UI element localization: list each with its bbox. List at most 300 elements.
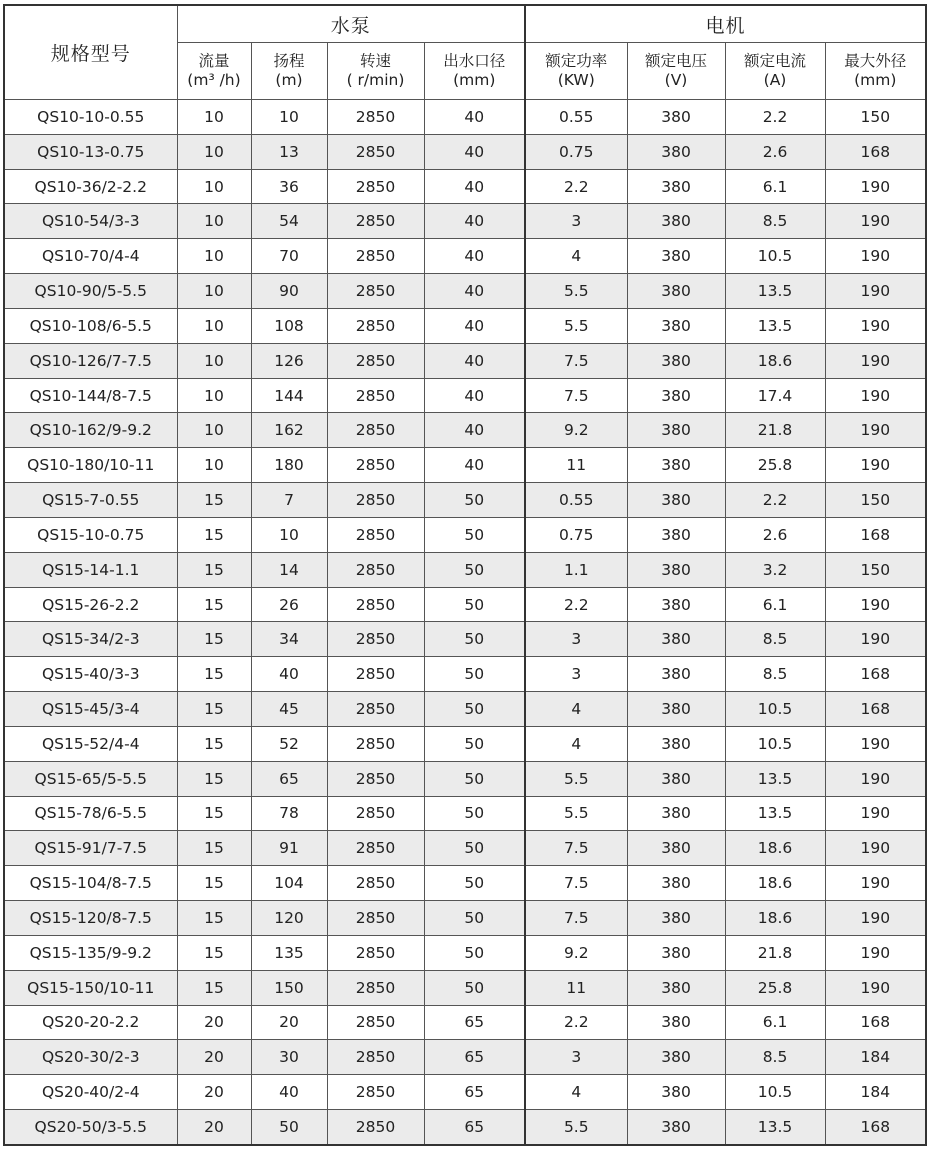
value-cell: 2.2 <box>525 587 627 622</box>
value-cell: 2850 <box>327 622 424 657</box>
model-cell: QS10-180/10-11 <box>4 448 177 483</box>
column-header-unit: (mm) <box>854 71 897 89</box>
table-row <box>4 134 926 169</box>
value-cell: 6.1 <box>725 1005 825 1040</box>
value-cell: 150 <box>825 100 926 135</box>
model-cell: QS15-104/8-7.5 <box>4 866 177 901</box>
value-cell: 15 <box>177 726 251 761</box>
value-cell: 10 <box>177 308 251 343</box>
value-cell: 380 <box>627 308 725 343</box>
column-header <box>825 43 926 100</box>
value-cell: 10 <box>177 448 251 483</box>
value-cell: 15 <box>177 761 251 796</box>
value-cell: 190 <box>825 413 926 448</box>
column-header <box>177 43 251 100</box>
value-cell: 2850 <box>327 796 424 831</box>
value-cell: 15 <box>177 552 251 587</box>
value-cell: 168 <box>825 692 926 727</box>
value-cell: 91 <box>251 831 327 866</box>
value-cell: 168 <box>825 657 926 692</box>
table-body <box>4 100 926 1146</box>
value-cell: 13 <box>251 134 327 169</box>
value-cell: 65 <box>424 1075 525 1110</box>
value-cell: 380 <box>627 239 725 274</box>
model-cell: QS20-20-2.2 <box>4 1005 177 1040</box>
value-cell: 65 <box>424 1110 525 1145</box>
value-cell: 380 <box>627 483 725 518</box>
value-cell: 10 <box>251 517 327 552</box>
model-cell: QS10-54/3-3 <box>4 204 177 239</box>
value-cell: 13.5 <box>725 1110 825 1145</box>
model-cell: QS10-126/7-7.5 <box>4 343 177 378</box>
value-cell: 8.5 <box>725 657 825 692</box>
model-cell: QS20-50/3-5.5 <box>4 1110 177 1145</box>
value-cell: 50 <box>424 866 525 901</box>
value-cell: 380 <box>627 100 725 135</box>
value-cell: 380 <box>627 796 725 831</box>
value-cell: 10 <box>177 134 251 169</box>
value-cell: 2850 <box>327 308 424 343</box>
value-cell: 50 <box>424 657 525 692</box>
model-cell: QS10-13-0.75 <box>4 134 177 169</box>
value-cell: 168 <box>825 1005 926 1040</box>
value-cell: 2850 <box>327 204 424 239</box>
value-cell: 190 <box>825 796 926 831</box>
value-cell: 190 <box>825 378 926 413</box>
value-cell: 2850 <box>327 692 424 727</box>
value-cell: 50 <box>424 587 525 622</box>
value-cell: 380 <box>627 169 725 204</box>
column-header-name: 额定功率 <box>545 52 608 70</box>
value-cell: 10 <box>177 274 251 309</box>
model-cell: QS15-14-1.1 <box>4 552 177 587</box>
value-cell: 40 <box>424 134 525 169</box>
value-cell: 20 <box>177 1110 251 1145</box>
value-cell: 15 <box>177 483 251 518</box>
value-cell: 120 <box>251 901 327 936</box>
value-cell: 15 <box>177 622 251 657</box>
value-cell: 10 <box>177 413 251 448</box>
value-cell: 40 <box>424 413 525 448</box>
model-cell: QS15-150/10-11 <box>4 970 177 1005</box>
value-cell: 380 <box>627 866 725 901</box>
value-cell: 5.5 <box>525 1110 627 1145</box>
value-cell: 40 <box>424 100 525 135</box>
value-cell: 380 <box>627 935 725 970</box>
value-cell: 190 <box>825 622 926 657</box>
value-cell: 190 <box>825 866 926 901</box>
value-cell: 54 <box>251 204 327 239</box>
table-row <box>4 622 926 657</box>
value-cell: 0.75 <box>525 134 627 169</box>
column-header-unit: ( r/min) <box>346 71 405 89</box>
value-cell: 150 <box>825 552 926 587</box>
value-cell: 5.5 <box>525 308 627 343</box>
value-cell: 40 <box>424 343 525 378</box>
value-cell: 2850 <box>327 100 424 135</box>
column-header <box>327 43 424 100</box>
value-cell: 11 <box>525 970 627 1005</box>
value-cell: 380 <box>627 901 725 936</box>
value-cell: 65 <box>424 1040 525 1075</box>
value-cell: 40 <box>424 378 525 413</box>
model-cell: QS15-10-0.75 <box>4 517 177 552</box>
value-cell: 13.5 <box>725 274 825 309</box>
column-header-unit: (mm) <box>453 71 496 89</box>
value-cell: 50 <box>424 622 525 657</box>
value-cell: 40 <box>424 274 525 309</box>
value-cell: 2850 <box>327 483 424 518</box>
value-cell: 380 <box>627 134 725 169</box>
value-cell: 65 <box>424 1005 525 1040</box>
model-cell: QS15-52/4-4 <box>4 726 177 761</box>
value-cell: 7.5 <box>525 831 627 866</box>
value-cell: 11 <box>525 448 627 483</box>
value-cell: 380 <box>627 448 725 483</box>
table-row <box>4 274 926 309</box>
value-cell: 2850 <box>327 935 424 970</box>
value-cell: 190 <box>825 343 926 378</box>
column-header-name: 扬程 <box>273 52 305 70</box>
value-cell: 40 <box>251 1075 327 1110</box>
value-cell: 2850 <box>327 831 424 866</box>
table-row <box>4 378 926 413</box>
value-cell: 15 <box>177 692 251 727</box>
value-cell: 190 <box>825 935 926 970</box>
value-cell: 25.8 <box>725 970 825 1005</box>
value-cell: 15 <box>177 935 251 970</box>
value-cell: 30 <box>251 1040 327 1075</box>
value-cell: 50 <box>424 901 525 936</box>
model-cell: QS15-34/2-3 <box>4 622 177 657</box>
value-cell: 20 <box>177 1040 251 1075</box>
value-cell: 2850 <box>327 1040 424 1075</box>
value-cell: 5.5 <box>525 274 627 309</box>
value-cell: 8.5 <box>725 622 825 657</box>
value-cell: 14 <box>251 552 327 587</box>
value-cell: 2850 <box>327 1110 424 1145</box>
column-header-unit: (m) <box>275 71 303 89</box>
value-cell: 15 <box>177 796 251 831</box>
value-cell: 8.5 <box>725 1040 825 1075</box>
value-cell: 34 <box>251 622 327 657</box>
value-cell: 180 <box>251 448 327 483</box>
value-cell: 7.5 <box>525 866 627 901</box>
table-row <box>4 308 926 343</box>
value-cell: 50 <box>424 831 525 866</box>
value-cell: 13.5 <box>725 761 825 796</box>
value-cell: 380 <box>627 761 725 796</box>
value-cell: 380 <box>627 1005 725 1040</box>
model-cell: QS15-91/7-7.5 <box>4 831 177 866</box>
table-row <box>4 413 926 448</box>
value-cell: 21.8 <box>725 413 825 448</box>
value-cell: 10.5 <box>725 692 825 727</box>
column-header <box>251 43 327 100</box>
value-cell: 50 <box>424 483 525 518</box>
table-row <box>4 1075 926 1110</box>
value-cell: 2.6 <box>725 134 825 169</box>
table-row <box>4 1005 926 1040</box>
table-row <box>4 657 926 692</box>
value-cell: 2850 <box>327 866 424 901</box>
value-cell: 40 <box>424 448 525 483</box>
table-row <box>4 587 926 622</box>
column-header-name: 转速 <box>359 52 391 70</box>
value-cell: 3 <box>525 657 627 692</box>
value-cell: 15 <box>177 587 251 622</box>
value-cell: 7.5 <box>525 343 627 378</box>
table-row <box>4 831 926 866</box>
column-header <box>424 43 525 100</box>
value-cell: 70 <box>251 239 327 274</box>
model-cell: QS10-70/4-4 <box>4 239 177 274</box>
table-row <box>4 448 926 483</box>
value-cell: 190 <box>825 169 926 204</box>
model-cell: QS20-30/2-3 <box>4 1040 177 1075</box>
value-cell: 0.55 <box>525 100 627 135</box>
value-cell: 184 <box>825 1075 926 1110</box>
value-cell: 2850 <box>327 169 424 204</box>
model-cell: QS10-108/6-5.5 <box>4 308 177 343</box>
value-cell: 18.6 <box>725 866 825 901</box>
value-cell: 104 <box>251 866 327 901</box>
header-group-row <box>4 5 926 43</box>
value-cell: 18.6 <box>725 831 825 866</box>
value-cell: 20 <box>251 1005 327 1040</box>
column-header-unit: (V) <box>664 71 688 89</box>
value-cell: 150 <box>251 970 327 1005</box>
value-cell: 380 <box>627 274 725 309</box>
pump-group-header: 水泵 <box>177 5 525 43</box>
value-cell: 126 <box>251 343 327 378</box>
model-cell: QS15-40/3-3 <box>4 657 177 692</box>
value-cell: 380 <box>627 970 725 1005</box>
value-cell: 40 <box>424 169 525 204</box>
value-cell: 50 <box>424 692 525 727</box>
value-cell: 2850 <box>327 901 424 936</box>
value-cell: 190 <box>825 448 926 483</box>
value-cell: 5.5 <box>525 796 627 831</box>
value-cell: 45 <box>251 692 327 727</box>
column-header-unit: (A) <box>763 71 787 89</box>
table-row <box>4 866 926 901</box>
table-row <box>4 100 926 135</box>
value-cell: 10 <box>177 100 251 135</box>
value-cell: 4 <box>525 239 627 274</box>
value-cell: 10 <box>177 343 251 378</box>
column-header-unit: (KW) <box>557 71 595 89</box>
column-header <box>725 43 825 100</box>
value-cell: 4 <box>525 726 627 761</box>
column-header <box>627 43 725 100</box>
value-cell: 4 <box>525 1075 627 1110</box>
value-cell: 40 <box>251 657 327 692</box>
value-cell: 18.6 <box>725 343 825 378</box>
value-cell: 190 <box>825 204 926 239</box>
value-cell: 65 <box>251 761 327 796</box>
value-cell: 2850 <box>327 761 424 796</box>
value-cell: 10 <box>177 378 251 413</box>
value-cell: 10 <box>177 239 251 274</box>
value-cell: 7.5 <box>525 901 627 936</box>
value-cell: 15 <box>177 657 251 692</box>
table-row <box>4 169 926 204</box>
value-cell: 380 <box>627 622 725 657</box>
value-cell: 380 <box>627 1110 725 1145</box>
value-cell: 190 <box>825 587 926 622</box>
value-cell: 4 <box>525 692 627 727</box>
value-cell: 2850 <box>327 970 424 1005</box>
value-cell: 15 <box>177 517 251 552</box>
model-cell: QS10-162/9-9.2 <box>4 413 177 448</box>
model-cell: QS15-135/9-9.2 <box>4 935 177 970</box>
value-cell: 380 <box>627 657 725 692</box>
value-cell: 20 <box>177 1005 251 1040</box>
model-cell: QS15-78/6-5.5 <box>4 796 177 831</box>
value-cell: 10 <box>177 204 251 239</box>
value-cell: 25.8 <box>725 448 825 483</box>
value-cell: 190 <box>825 726 926 761</box>
value-cell: 50 <box>424 726 525 761</box>
value-cell: 168 <box>825 1110 926 1145</box>
value-cell: 380 <box>627 587 725 622</box>
value-cell: 15 <box>177 970 251 1005</box>
value-cell: 52 <box>251 726 327 761</box>
value-cell: 2850 <box>327 552 424 587</box>
value-cell: 5.5 <box>525 761 627 796</box>
value-cell: 380 <box>627 1075 725 1110</box>
model-cell: QS10-36/2-2.2 <box>4 169 177 204</box>
value-cell: 78 <box>251 796 327 831</box>
table-row <box>4 1110 926 1145</box>
value-cell: 50 <box>424 935 525 970</box>
value-cell: 108 <box>251 308 327 343</box>
value-cell: 18.6 <box>725 901 825 936</box>
value-cell: 380 <box>627 517 725 552</box>
table-row <box>4 901 926 936</box>
value-cell: 190 <box>825 274 926 309</box>
value-cell: 50 <box>251 1110 327 1145</box>
value-cell: 162 <box>251 413 327 448</box>
value-cell: 380 <box>627 413 725 448</box>
model-cell: QS10-10-0.55 <box>4 100 177 135</box>
value-cell: 150 <box>825 483 926 518</box>
column-header-name: 额定电压 <box>645 52 708 70</box>
value-cell: 190 <box>825 761 926 796</box>
model-cell: QS20-40/2-4 <box>4 1075 177 1110</box>
value-cell: 6.1 <box>725 587 825 622</box>
table-row <box>4 692 926 727</box>
value-cell: 380 <box>627 378 725 413</box>
table-row <box>4 1040 926 1075</box>
value-cell: 2.6 <box>725 517 825 552</box>
value-cell: 380 <box>627 831 725 866</box>
value-cell: 3.2 <box>725 552 825 587</box>
value-cell: 380 <box>627 726 725 761</box>
value-cell: 50 <box>424 970 525 1005</box>
table-row <box>4 517 926 552</box>
value-cell: 190 <box>825 970 926 1005</box>
value-cell: 17.4 <box>725 378 825 413</box>
model-cell: QS10-90/5-5.5 <box>4 274 177 309</box>
value-cell: 10.5 <box>725 239 825 274</box>
value-cell: 380 <box>627 552 725 587</box>
value-cell: 168 <box>825 517 926 552</box>
value-cell: 2850 <box>327 657 424 692</box>
model-cell: QS15-7-0.55 <box>4 483 177 518</box>
spec-table <box>3 4 927 1146</box>
value-cell: 50 <box>424 552 525 587</box>
column-header-name: 最大外径 <box>844 52 907 70</box>
value-cell: 2850 <box>327 274 424 309</box>
value-cell: 2850 <box>327 1075 424 1110</box>
value-cell: 2.2 <box>525 169 627 204</box>
value-cell: 50 <box>424 796 525 831</box>
value-cell: 3 <box>525 1040 627 1075</box>
table-row <box>4 552 926 587</box>
value-cell: 3 <box>525 204 627 239</box>
column-header-name: 流量 <box>198 52 230 70</box>
value-cell: 15 <box>177 866 251 901</box>
value-cell: 380 <box>627 343 725 378</box>
value-cell: 135 <box>251 935 327 970</box>
value-cell: 7 <box>251 483 327 518</box>
value-cell: 3 <box>525 622 627 657</box>
value-cell: 13.5 <box>725 308 825 343</box>
value-cell: 190 <box>825 239 926 274</box>
value-cell: 10.5 <box>725 726 825 761</box>
table-row <box>4 483 926 518</box>
value-cell: 190 <box>825 901 926 936</box>
table-row <box>4 761 926 796</box>
value-cell: 36 <box>251 169 327 204</box>
value-cell: 10 <box>251 100 327 135</box>
table-row <box>4 935 926 970</box>
value-cell: 20 <box>177 1075 251 1110</box>
value-cell: 2.2 <box>725 483 825 518</box>
table-row <box>4 239 926 274</box>
value-cell: 2850 <box>327 517 424 552</box>
value-cell: 184 <box>825 1040 926 1075</box>
value-cell: 6.1 <box>725 169 825 204</box>
value-cell: 2850 <box>327 343 424 378</box>
value-cell: 9.2 <box>525 413 627 448</box>
column-header-name: 出水口径 <box>443 52 506 70</box>
table-header <box>4 5 926 100</box>
value-cell: 190 <box>825 831 926 866</box>
model-cell: QS15-65/5-5.5 <box>4 761 177 796</box>
value-cell: 2.2 <box>725 100 825 135</box>
value-cell: 380 <box>627 692 725 727</box>
value-cell: 9.2 <box>525 935 627 970</box>
value-cell: 2850 <box>327 726 424 761</box>
value-cell: 2850 <box>327 413 424 448</box>
model-column-header: 规格型号 <box>4 5 177 100</box>
value-cell: 0.55 <box>525 483 627 518</box>
value-cell: 15 <box>177 831 251 866</box>
value-cell: 1.1 <box>525 552 627 587</box>
value-cell: 2850 <box>327 239 424 274</box>
column-header-name: 额定电流 <box>744 52 807 70</box>
value-cell: 2850 <box>327 1005 424 1040</box>
value-cell: 380 <box>627 1040 725 1075</box>
value-cell: 10 <box>177 169 251 204</box>
value-cell: 168 <box>825 134 926 169</box>
value-cell: 0.75 <box>525 517 627 552</box>
value-cell: 2850 <box>327 448 424 483</box>
model-cell: QS15-120/8-7.5 <box>4 901 177 936</box>
